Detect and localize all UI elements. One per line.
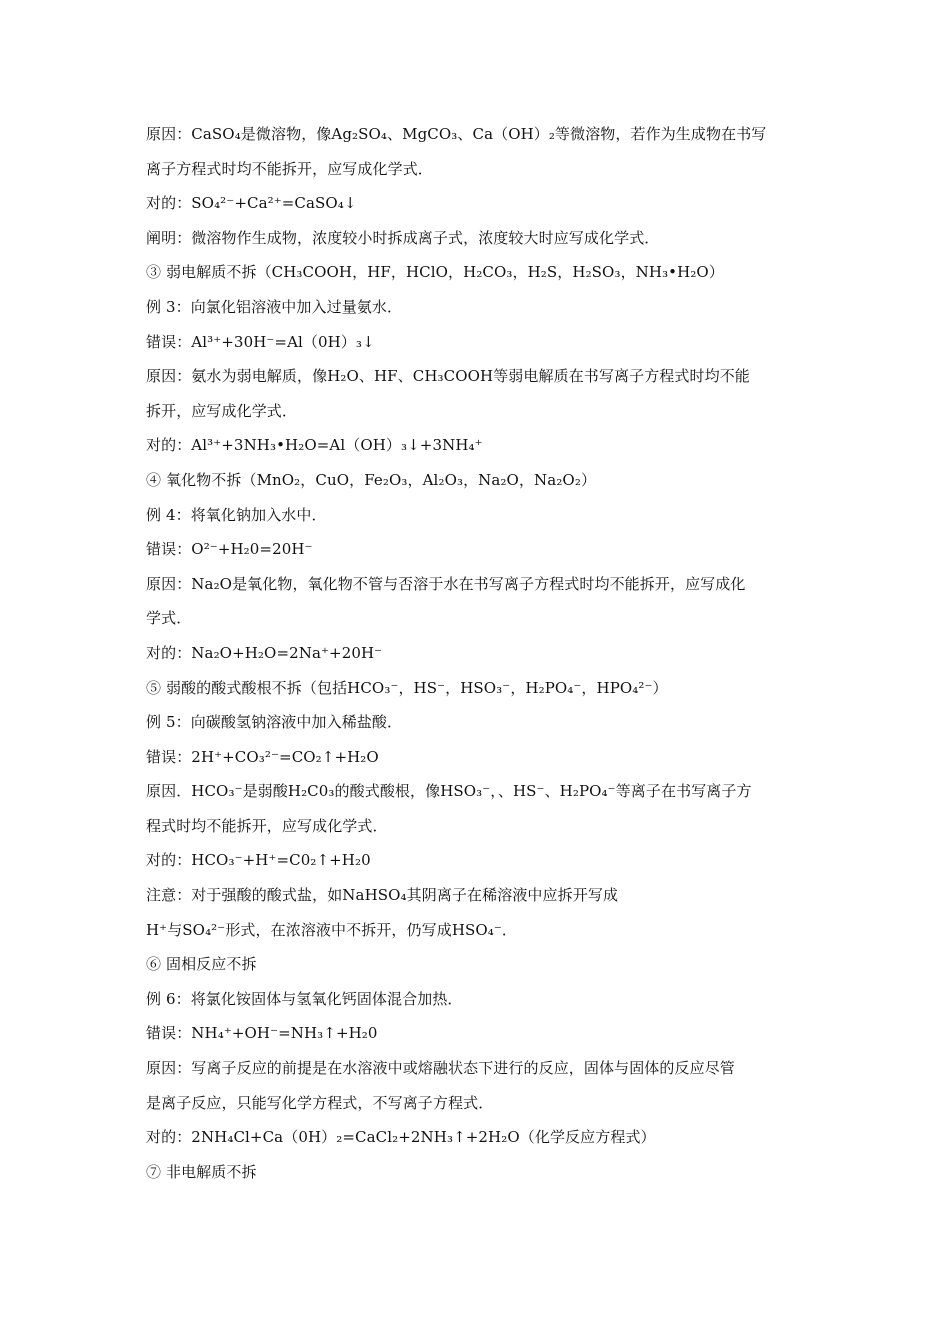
- text-line: 对的：HCO₃⁻+H⁺=C0₂↑+H₂0: [146, 851, 371, 870]
- text-line: 程式时均不能拆开，应写成化学式．: [146, 816, 388, 835]
- text-line: 例 5：向碳酸氢钠溶液中加入稀盐酸．: [146, 713, 403, 732]
- text-line: ⑥ 固相反应不拆: [146, 955, 257, 974]
- text-line: 例 4：将氧化钠加入水中．: [146, 505, 327, 524]
- text-line: 对的：SO₄²⁻+Ca²⁺=CaSO₄↓: [146, 194, 357, 213]
- text-line: 是离子反应，只能写化学方程式，不写离子方程式．: [146, 1093, 494, 1112]
- text-line: 原因：Na₂O是氧化物，氧化物不管与否溶于水在书写离子方程式时均不能拆开，应写成化: [146, 574, 746, 593]
- text-line: 学式．: [146, 609, 192, 628]
- text-line: 原因：氨水为弱电解质，像H₂O、HF、CH₃COOH等弱电解质在书写离子方程式时均不能: [146, 367, 750, 386]
- text-line: 原因：写离子反应的前提是在水溶液中或熔融状态下进行的反应，固体与固体的反应尽管: [146, 1059, 735, 1078]
- text-line: ⑤ 弱酸的酸式酸根不拆（包括HCO₃⁻，HS⁻，HSO₃⁻，H₂PO₄⁻，HPO₄²⁻）: [146, 678, 668, 697]
- text-line: 错误：O²⁻+H₂0=20H⁻: [146, 540, 313, 559]
- text-line: 错误：Al³⁺+30H⁻=Al（0H）₃↓: [146, 332, 375, 351]
- text-line: 拆开，应写成化学式．: [146, 401, 298, 420]
- text-line: 例 6：将氯化铵固体与氢氧化钙固体混合加热．: [146, 989, 463, 1008]
- text-line: 阐明：微溶物作生成物，浓度较小时拆成离子式，浓度较大时应写成化学式．: [146, 228, 660, 247]
- text-line: 原因．HCO₃⁻是弱酸H₂C0₃的酸式酸根，像HSO₃⁻，、HS⁻、H₂PO₄⁻等离子在书写离子方: [146, 782, 752, 801]
- text-line: 对的：Al³⁺+3NH₃•H₂O=Al（OH）₃↓+3NH₄⁺: [146, 436, 483, 455]
- text-line: 原因：CaSO₄是微溶物，像Ag₂SO₄、MgCO₃、Ca（OH）₂等微溶物，若作为生成物在书写: [146, 125, 767, 143]
- text-line: ⑦ 非电解质不拆: [146, 1162, 257, 1181]
- text-line: 错误：2H⁺+CO₃²⁻=CO₂↑+H₂O: [146, 747, 379, 766]
- document-body: [146, 124, 816, 1196]
- text-line: 离子方程式时均不能拆开，应写成化学式．: [146, 159, 433, 178]
- text-line: 错误：NH₄⁺+OH⁻=NH₃↑+H₂0: [146, 1024, 378, 1043]
- text-line: 注意：对于强酸的酸式盐，如NaHSO₄其阴离子在稀溶液中应拆开写成: [146, 886, 619, 905]
- text-line: 对的：Na₂O+H₂O=2Na⁺+20H⁻: [146, 643, 383, 662]
- text-line: ③ 弱电解质不拆（CH₃COOH，HF，HClO，H₂CO₃，H₂S，H₂SO₃，NH₃•H₂O）: [146, 263, 724, 282]
- text-line: 例 3：向氯化铝溶液中加入过量氨水．: [146, 297, 403, 316]
- text-line: ④ 氧化物不拆（MnO₂，CuO，Fe₂O₃，Al₂O₃，Na₂O，Na₂O₂）: [146, 470, 597, 489]
- text-line: H⁺与SO₄²⁻形式，在浓溶液中不拆开，仍写成HSO₄⁻．: [146, 920, 518, 939]
- text-line: 对的：2NH₄Cl+Ca（0H）₂=CaCl₂+2NH₃↑+2H₂O（化学反应方程式）: [146, 1128, 656, 1147]
